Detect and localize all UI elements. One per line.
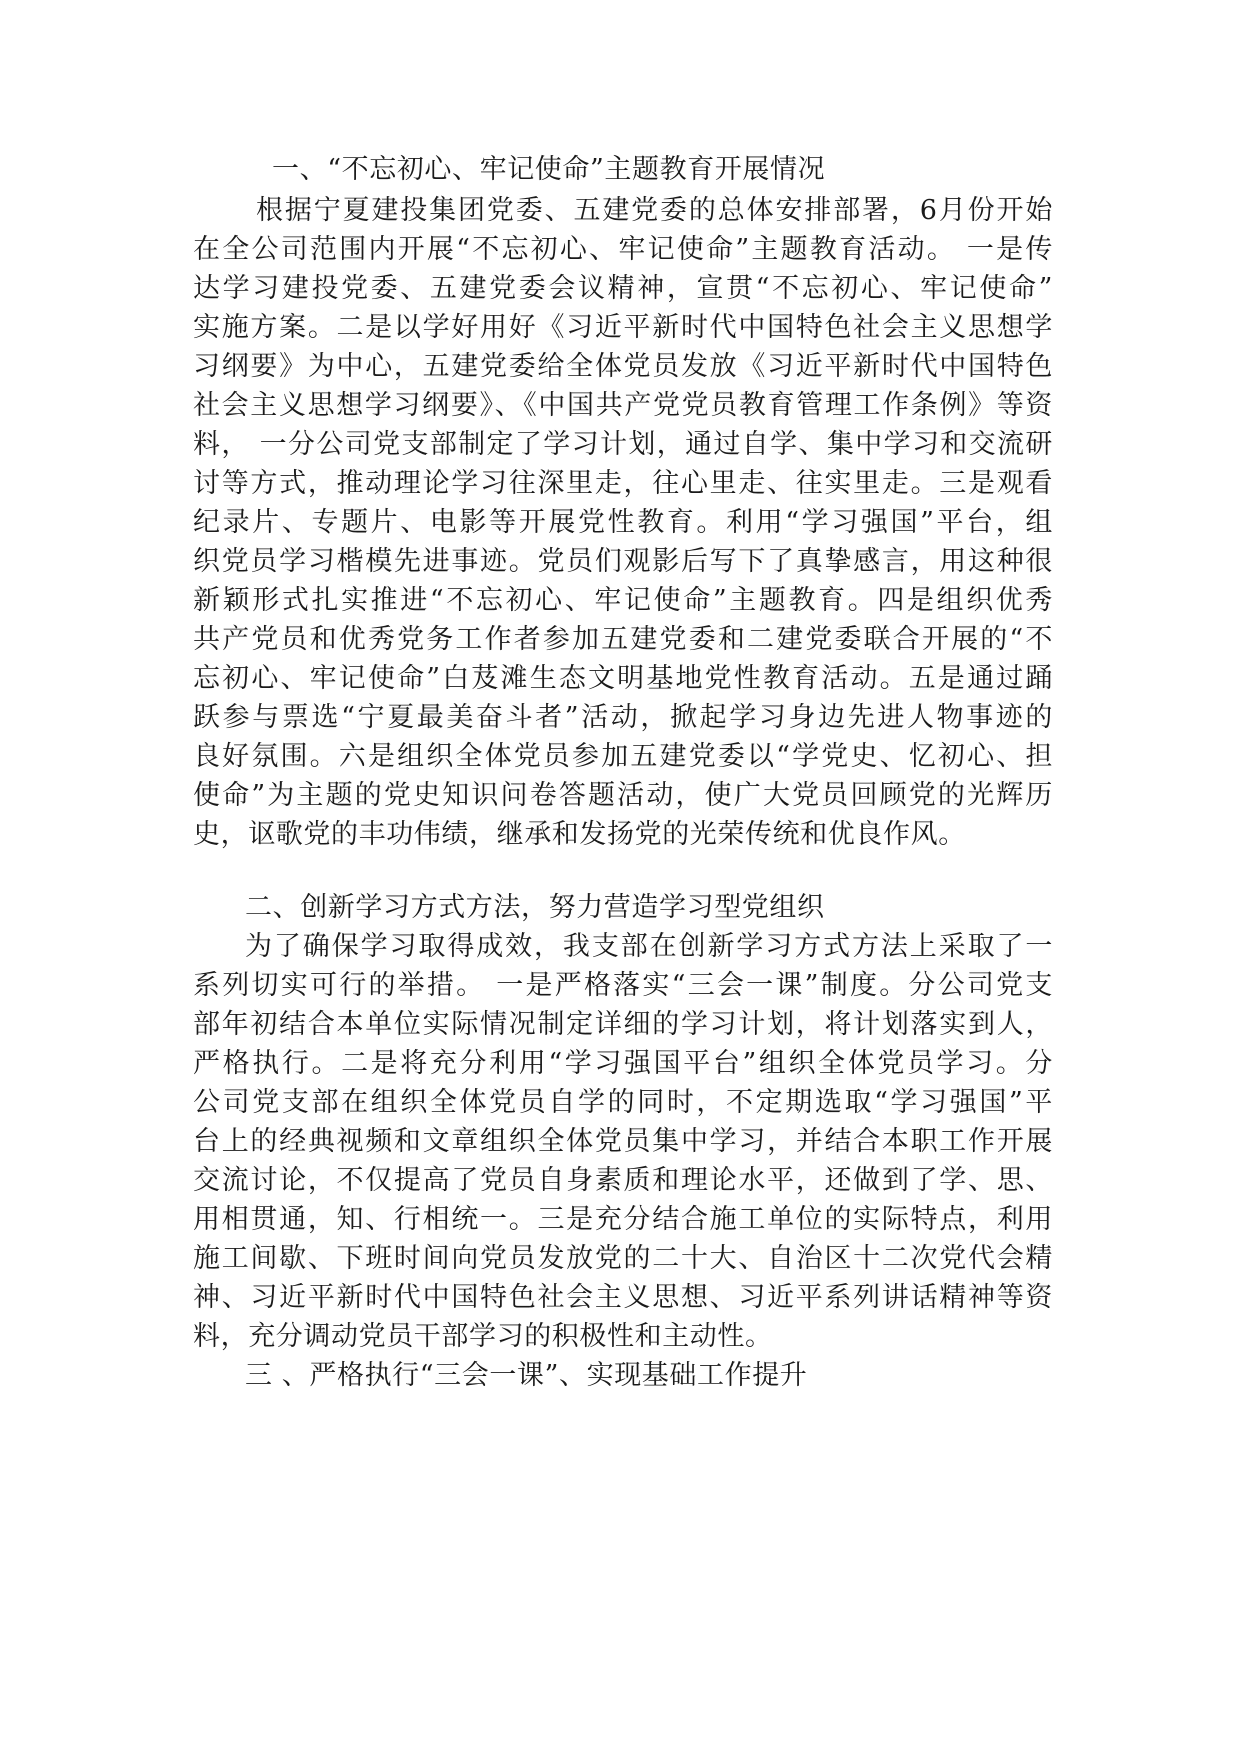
section-1-line: 跃参与票选“宁夏最美奋斗者”活动，掀起学习身边先进人物事迹的 <box>193 702 1053 733</box>
section-1-line: 纪录片、专题片、电影等开展党性教育。利用“学习强国”平台，组 <box>193 507 1053 538</box>
section-2-line: 部年初结合本单位实际情况制定详细的学习计划，将计划落实到人， <box>193 1009 1053 1040</box>
section-2-line: 施工间歇、下班时间向党员发放党的二十大、自治区十二次党代会精 <box>193 1243 1053 1274</box>
section-2-line: 为了确保学习取得成效，我支部在创新学习方式方法上采取了一 <box>245 931 1053 962</box>
section-1-line: 织党员学习楷模先进事迹。党员们观影后写下了真挚感言，用这种很 <box>193 546 1053 577</box>
section-1-line: 史，讴歌党的丰功伟绩，继承和发扬党的光荣传统和优良作风。 <box>193 819 966 850</box>
section-1-heading: 一、“不忘初心、牢记使命”主题教育开展情况 <box>272 154 826 185</box>
section-1-line: 共产党员和优秀党务工作者参加五建党委和二建党委联合开展的“不 <box>193 624 1053 655</box>
section-1-line: 达学习建投党委、五建党委会议精神，宣贯“不忘初心、牢记使命” <box>193 273 1053 304</box>
section-2-line: 用相贯通，知、行相统一。三是充分结合施工单位的实际特点，利用 <box>193 1204 1053 1235</box>
section-2-line: 严格执行。二是将充分利用“学习强国平台”组织全体党员学习。分 <box>193 1048 1053 1079</box>
section-1-line: 社会主义思想学习纲要》、《中国共产党党员教育管理工作条例》等资 <box>193 390 1053 421</box>
section-3-heading: 三 、严格执行“三会一课”、实现基础工作提升 <box>245 1360 808 1391</box>
section-1-line: 实施方案。二是以学好用好《习近平新时代中国特色社会主义思想学 <box>193 312 1053 343</box>
section-1-line: 使命”为主题的党史知识问卷答题活动，使广大党员回顾党的光辉历 <box>193 780 1053 811</box>
section-1-line: 忘初心、牢记使命”白芨滩生态文明基地党性教育活动。五是通过踊 <box>193 663 1053 694</box>
document-body <box>193 150 1053 1395</box>
section-2-line: 系列切实可行的举措。 一是严格落实“三会一课”制度。分公司党支 <box>193 970 1053 1001</box>
section-2-heading: 二、创新学习方式方法，努力营造学习型党组织 <box>245 892 825 923</box>
section-2-line: 神、习近平新时代中国特色社会主义思想、习近平系列讲话精神等资 <box>193 1282 1053 1313</box>
section-2-line: 交流讨论，不仅提高了党员自身素质和理论水平，还做到了学、思、 <box>193 1165 1053 1196</box>
section-1-line: 料， 一分公司党支部制定了学习计划，通过自学、集中学习和交流研 <box>193 429 1053 460</box>
section-1-line: 习纲要》为中心，五建党委给全体党员发放《习近平新时代中国特色 <box>193 351 1053 382</box>
section-1-line: 讨等方式，推动理论学习往深里走，往心里走、往实里走。三是观看 <box>193 468 1053 499</box>
section-1-line: 良好氛围。六是组织全体党员参加五建党委以“学党史、忆初心、担 <box>193 741 1053 772</box>
section-1-line: 新颖形式扎实推进“不忘初心、牢记使命”主题教育。四是组织优秀 <box>193 585 1053 616</box>
section-1-line: 在全公司范围内开展“不忘初心、牢记使命”主题教育活动。 一是传 <box>193 234 1053 265</box>
section-2-line: 台上的经典视频和文章组织全体党员集中学习，并结合本职工作开展 <box>193 1126 1053 1157</box>
section-2-line: 公司党支部在组织全体党员自学的同时，不定期选取“学习强国”平 <box>193 1087 1053 1118</box>
section-2-line: 料，充分调动党员干部学习的积极性和主动性。 <box>193 1321 773 1352</box>
section-1-line: 根据宁夏建投集团党委、五建党委的总体安排部署，6月份开始 <box>256 195 1053 226</box>
